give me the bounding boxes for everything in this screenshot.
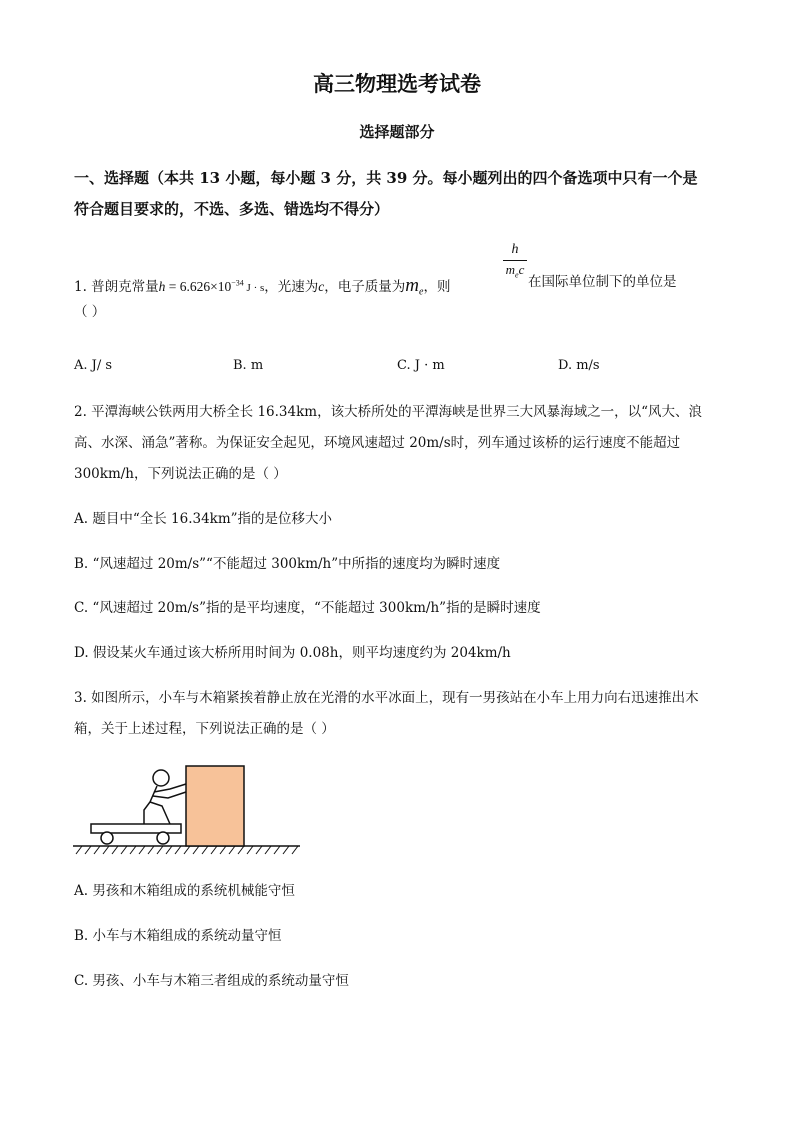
q1-suffix: 在国际单位制下的单位是 bbox=[528, 274, 677, 290]
q3-option-b[interactable]: B. 小车与木箱组成的系统动量守恒 bbox=[74, 928, 282, 944]
boy-figure bbox=[144, 770, 186, 824]
q2-option-a[interactable]: A. 题目中“全长 16.34km”指的是位移大小 bbox=[74, 511, 333, 527]
section-subtitle: 选择题部分 bbox=[359, 123, 435, 141]
q2-option-c[interactable]: C. “风速超过 20m/s”指的是平均速度，“不能超过 300km/h”指的是瞬时速度 bbox=[74, 600, 541, 616]
cart-wheel-right bbox=[157, 832, 169, 844]
question-2-line1: 2. 平潭海峡公铁两用大桥全长 16.34km，该大桥所处的平潭海峡是世界三大风暴海域之一，以“风大、浪 bbox=[74, 404, 702, 420]
q1-me-symbol: m bbox=[405, 275, 420, 296]
q2-option-b[interactable]: B. “风速超过 20m/s”“不能超过 300km/h”中所指的速度均为瞬时速度 bbox=[74, 556, 501, 572]
q1-fraction-bar bbox=[503, 260, 527, 261]
q1-fraction bbox=[503, 241, 527, 283]
cart-platform bbox=[91, 824, 181, 833]
q1-fraction-denominator: $m_ec$ bbox=[505, 262, 525, 280]
question-3-line2: 箱，关于上述过程，下列说法正确的是（ ） bbox=[74, 721, 335, 737]
q1-mid3: ，则 bbox=[423, 279, 451, 295]
q3-option-a[interactable]: A. 男孩和木箱组成的系统机械能守恒 bbox=[74, 883, 295, 899]
q1-c-symbol: c bbox=[318, 279, 325, 294]
q1-fraction-numerator: h bbox=[511, 242, 519, 257]
ground-hatching bbox=[76, 846, 298, 854]
q1-option-c[interactable]: C. J · m bbox=[397, 358, 445, 373]
q1-me-subscript: e bbox=[419, 286, 424, 298]
question-1-line1 bbox=[74, 276, 450, 298]
q1-h-unit: J · s bbox=[243, 282, 265, 294]
q3-figure bbox=[70, 762, 305, 857]
q1-mid2: ，电子质量为 bbox=[324, 279, 406, 295]
q1-answer-paren: （ ） bbox=[74, 304, 106, 320]
question-2-line2: 高、水深、涌急”著称。为保证安全起见，环境风速超过 20m/s时，列车通过该桥的运行速度不能超过 bbox=[74, 435, 681, 451]
q2-option-d[interactable]: D. 假设某火车通过该大桥所用时间为 0.08h，则平均速度约为 204km/h bbox=[74, 645, 511, 661]
cart-wheel-left bbox=[101, 832, 113, 844]
q1-option-d[interactable]: D. m/s bbox=[558, 358, 600, 373]
q1-mid1: ，光速为 bbox=[264, 279, 319, 295]
question-3-line1: 3. 如图所示，小车与木箱紧挨着静止放在光滑的水平冰面上，现有一男孩站在小车上用力向右迅速推出木 bbox=[74, 690, 699, 706]
q1-h-value: = 6.626×10 bbox=[165, 279, 232, 294]
section-heading-line1: 一、选择题（本共 13 小题，每小题 3 分，共 39 分。每小题列出的四个备选项中只有一个是 bbox=[74, 169, 698, 187]
q1-option-a[interactable]: A. J/ s bbox=[74, 358, 113, 373]
question-2-line3: 300km/h，下列说法正确的是（ ） bbox=[74, 466, 287, 482]
wooden-box bbox=[186, 766, 244, 846]
q1-prefix: 1. 普朗克常量 bbox=[74, 279, 159, 295]
section-heading-line2: 符合题目要求的，不选、多选、错选均不得分） bbox=[74, 200, 390, 218]
page-title: 高三物理选考试卷 bbox=[313, 71, 481, 96]
q3-option-c[interactable]: C. 男孩、小车与木箱三者组成的系统动量守恒 bbox=[74, 973, 349, 989]
q1-h-symbol: h bbox=[158, 279, 166, 294]
q1-option-b[interactable]: B. m bbox=[233, 358, 264, 373]
q1-h-exponent: −34 bbox=[231, 278, 244, 288]
